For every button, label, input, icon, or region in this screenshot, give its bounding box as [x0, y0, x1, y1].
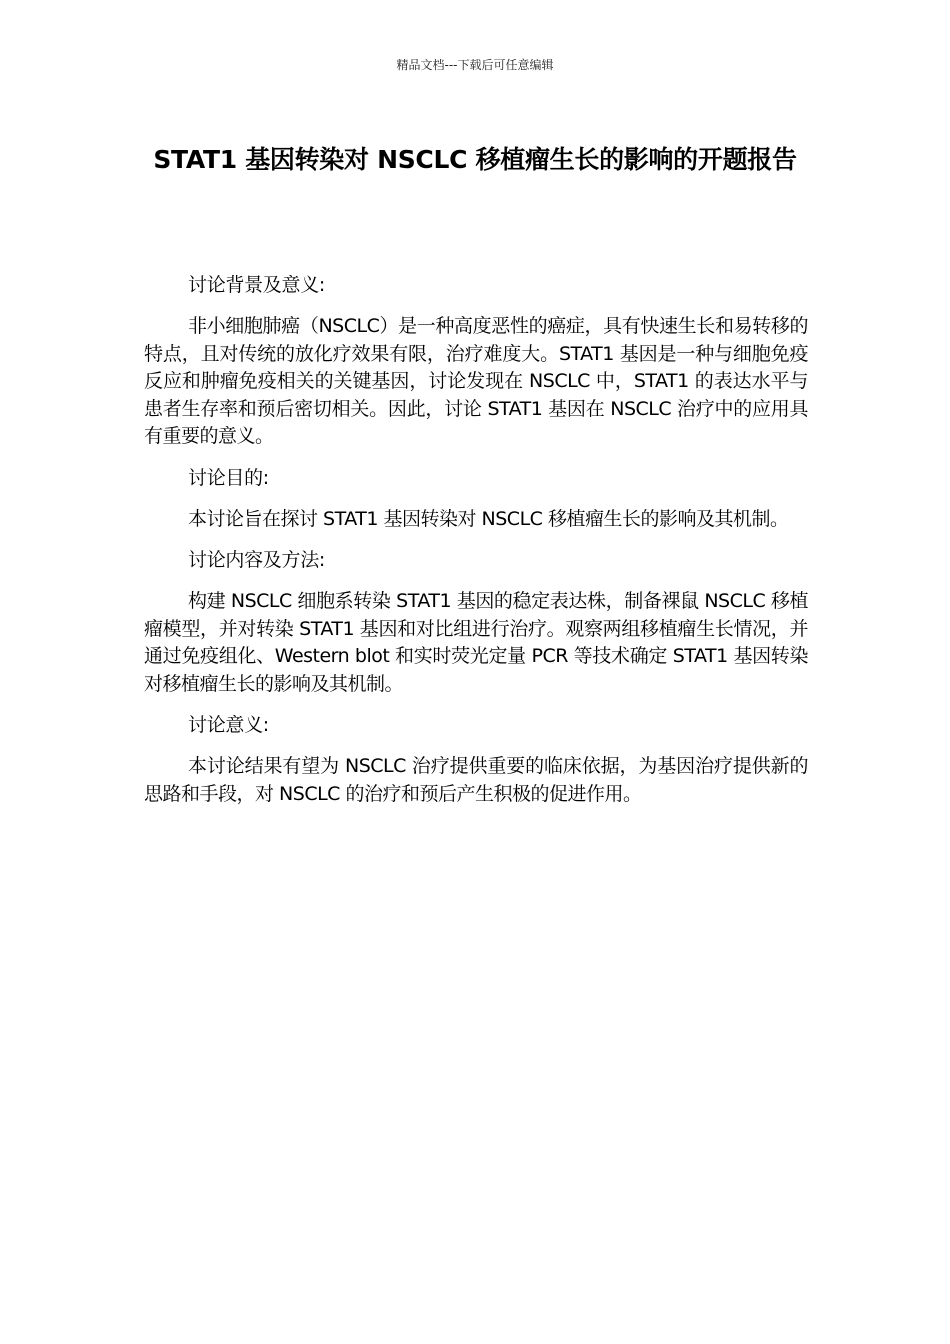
section-body-purpose: 本讨论旨在探讨 STAT1 基因转染对 NSCLC 移植瘤生长的影响及其机制。 — [188, 507, 789, 530]
document-body — [144, 271, 808, 821]
section-heading-background: 讨论背景及意义: — [188, 274, 326, 296]
section-body-significance: 本讨论结果有望为 NSCLC 治疗提供重要的临床依据，为基因治疗提供新的思路和手段，对 NSCLC 的治疗和预后产生积极的促进作用。 — [144, 755, 808, 805]
section-heading-significance: 讨论意义: — [188, 714, 269, 736]
section-body-background: 非小细胞肺癌（NSCLC）是一种高度恶性的癌症，具有快速生长和易转移的特点，且对传统的放化疗效果有限，治疗难度大。STAT1 基因是一种与细胞免疫反应和肿瘤免疫相关的关键基因，讨论发现在 NSCLC 中，STAT1 的表达水平与患者生存率和预后密切相关。因此，讨论 STAT1 基因在 NSCLC 治疗中的应用具有重要的意义。 — [144, 315, 808, 447]
section-body-methods: 构建 NSCLC 细胞系转染 STAT1 基因的稳定表达株，制备裸鼠 NSCLC 移植瘤模型，并对转染 STAT1 基因和对比组进行治疗。观察两组移植瘤生长情况，并通过免疫组化、Western blot 和实时荧光定量 PCR 等技术确定 STAT1 基因转染对移植瘤生长的影响及其机制。 — [144, 590, 808, 695]
section-heading-purpose: 讨论目的: — [188, 466, 269, 489]
section-heading-methods: 讨论内容及方法: — [188, 549, 326, 571]
document-title: STAT1 基因转染对 NSCLC 移植瘤生长的影响的开题报告 — [153, 145, 797, 174]
header-note: 精品文档---下载后可任意编辑 — [396, 58, 554, 72]
